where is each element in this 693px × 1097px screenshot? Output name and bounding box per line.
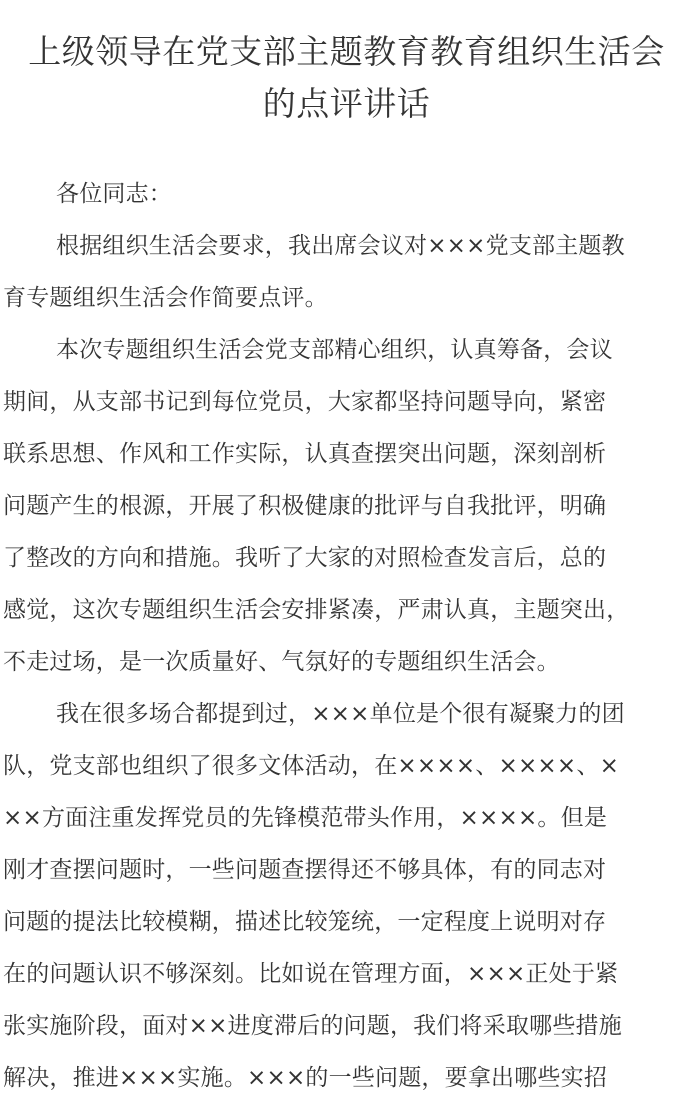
- body-line: 期间，从支部书记到每位党员，大家都坚持问题导向，紧密: [3, 389, 607, 415]
- title-line-1: 上级领导在党支部主题教育教育组织生活会: [28, 32, 665, 71]
- document-body: [0, 168, 691, 1097]
- body-line: 感觉，这次专题组织生活会安排紧凑，严肃认真，主题突出，: [3, 597, 630, 623]
- document-title: [0, 26, 693, 130]
- title-line-2: 的点评讲话: [262, 84, 431, 123]
- body-line: 联系思想、作风和工作实际，认真查摆突出问题，深刻剖析: [3, 441, 607, 467]
- body-line: 本次专题组织生活会党支部精心组织，认真筹备，会议: [56, 337, 613, 363]
- body-line: 根据组织生活会要求，我出席会议对×××党支部主题教: [56, 233, 625, 259]
- body-line: 解决，推进×××实施。×××的一些问题，要拿出哪些实招: [3, 1065, 608, 1091]
- body-line: 问题的提法比较模糊，描述比较笼统，一定程度上说明对存: [3, 909, 607, 935]
- body-line: 张实施阶段，面对××进度滞后的问题，我们将采取哪些措施: [3, 1013, 622, 1039]
- body-line: 队，党支部也组织了很多文体活动，在××××、××××、×: [3, 753, 620, 779]
- body-line: 在的问题认识不够深刻。比如说在管理方面，×××正处于紧: [3, 961, 619, 987]
- body-line: 我在很多场合都提到过，×××单位是个很有凝聚力的团: [56, 701, 625, 727]
- body-line: 刚才查摆问题时，一些问题查摆得还不够具体，有的同志对: [3, 857, 607, 883]
- body-line: 了整改的方向和措施。我听了大家的对照检查发言后，总的: [3, 545, 607, 571]
- body-line: 育专题组织生活会作简要点评。: [3, 285, 328, 311]
- body-line: 各位同志：: [56, 181, 172, 207]
- body-line: 不走过场，是一次质量好、气氛好的专题组织生活会。: [3, 649, 560, 675]
- body-line: 问题产生的根源，开展了积极健康的批评与自我批评，明确: [3, 493, 607, 519]
- body-line: ××方面注重发挥党员的先锋模范带头作用，××××。但是: [3, 805, 608, 831]
